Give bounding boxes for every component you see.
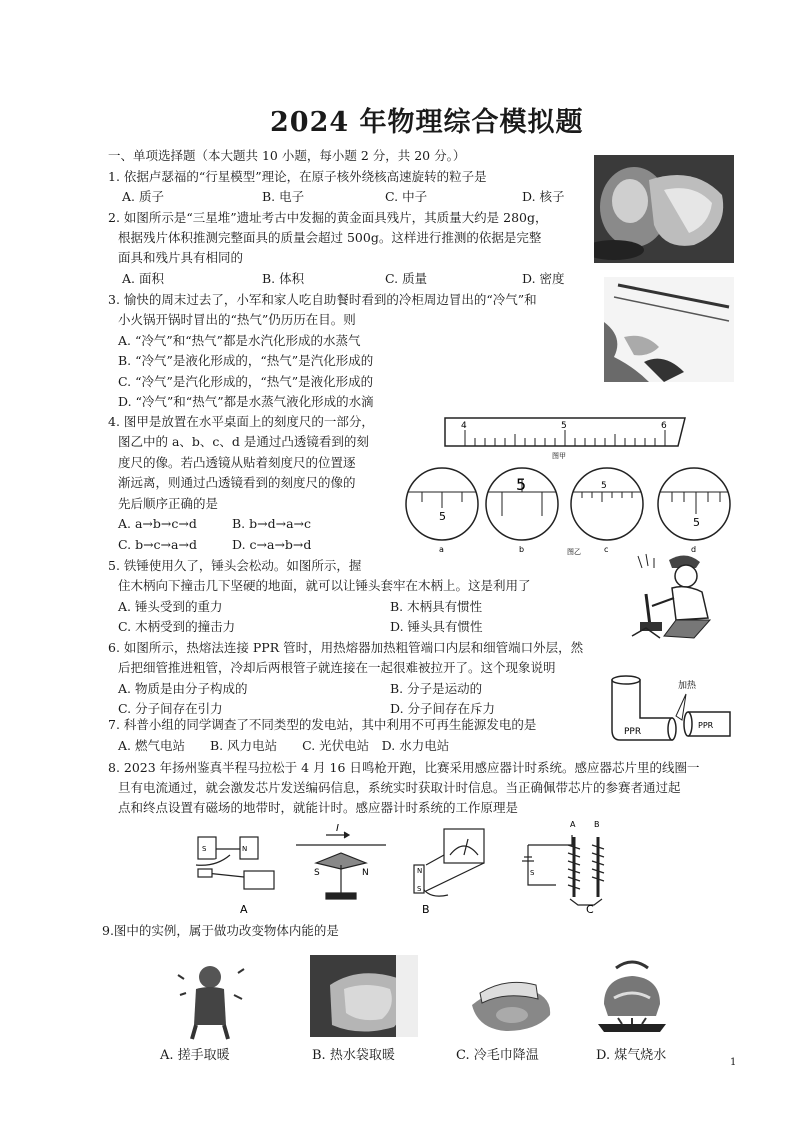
q3-option-d: D. “冷气”和“热气”都是水蒸气液化形成的水滴 <box>118 394 374 409</box>
q2-option-d: D. 密度 <box>522 271 565 286</box>
cold-air-photo <box>604 277 734 382</box>
q2-line3: 面具和残片具有相同的 <box>118 250 244 265</box>
q4-option-a: A. a→b→c→d <box>118 516 197 531</box>
q6-option-a: A. 物质是由分子构成的 <box>118 681 248 696</box>
fig-a-n: N <box>242 845 248 853</box>
q3-line1: 3. 愉快的周末过去了，小军和家人吃自助餐时看到的冷柜周边冒出的“冷气”和 <box>108 292 537 307</box>
fig-ppr-label-1: PPR <box>624 727 642 737</box>
q5-line1: 5. 铁锤使用久了，锤头会松动。如图所示，握 <box>108 558 362 573</box>
q2-option-c: C. 质量 <box>385 271 428 286</box>
q2-option-b: B. 体积 <box>262 271 305 286</box>
ppr-pipes-figure <box>606 672 736 748</box>
q3-option-b: B. “冷气”是液化形成的，“热气”是汽化形成的 <box>118 353 374 368</box>
q6-option-c: C. 分子间存在引力 <box>118 701 223 716</box>
q4-option-c: C. b→c→a→d <box>118 537 197 552</box>
q8-line2: 旦有电流通过，就会激发芯片发送编码信息，系统实时获取计时信息。当正确佩带芯片的参赛者通过起 <box>118 780 681 795</box>
mag-digit-d: 5 <box>693 516 700 529</box>
q4-line4: 渐远离，则通过凸透镜看到的刻度尺的像的 <box>118 475 356 490</box>
q6-line2: 后把细管推进粗管，冷却后两根管子就连接在一起很难被拉开了。这个现象说明 <box>118 660 556 675</box>
fig-c-pole-a: A <box>570 820 576 829</box>
fig-c-s: S <box>530 869 535 877</box>
q4-option-b: B. b→d→a→c <box>232 516 312 531</box>
fig-yi-label: 图乙 <box>567 548 581 556</box>
q5-option-b: B. 木柄具有惯性 <box>390 599 483 614</box>
hot-water-bag-figure <box>310 955 418 1037</box>
circle-label-d: d <box>691 545 697 554</box>
section-heading: 一、单项选择题（本大题共 10 小题，每小题 2 分，共 20 分。） <box>108 148 466 163</box>
q4-line2: 图乙中的 a、b、c、d 是通过凸透镜看到的刻 <box>118 434 369 449</box>
ruler-tick-4: 4 <box>461 421 467 431</box>
q6-option-b: B. 分子是运动的 <box>390 681 483 696</box>
q1-stem: 1. 依据卢瑟福的“行星模型”理论，在原子核外绕核高速旋转的粒子是 <box>108 169 487 184</box>
page-title: 2024 年物理综合模拟题 <box>270 107 584 138</box>
q4-line1: 4. 图甲是放置在水平桌面上的刻度尺的一部分， <box>108 414 374 429</box>
mag-digit-c: 5 <box>601 481 607 491</box>
hammer-person-figure <box>624 548 729 643</box>
lens-images-figure <box>402 462 732 557</box>
ruler-tick-5: 5 <box>561 421 567 431</box>
circle-label-a: a <box>439 545 444 554</box>
q1-option-a: A. 质子 <box>122 189 164 204</box>
q5-option-a: A. 锤头受到的重力 <box>118 599 223 614</box>
q4-line5: 先后顺序正确的是 <box>118 496 219 511</box>
fig-galv-s: S <box>417 885 422 893</box>
q7-options: A. 燃气电站 B. 风力电站 C. 光伏电站 D. 水力电站 <box>118 738 450 753</box>
fig-a-s: S <box>202 845 207 853</box>
q2-line1: 2. 如图所示是“三星堆”遗址考古中发掘的黄金面具残片，其质量大约是 280g， <box>108 210 548 225</box>
q9-stem: 9.图中的实例，属于做功改变物体内能的是 <box>102 923 339 938</box>
fig-label-c: C <box>586 903 594 916</box>
q5-line2: 住木柄向下撞击几下坚硬的地面，就可以让锤头套牢在木柄上。这是利用了 <box>118 578 531 593</box>
q5-option-d: D. 锤头具有惯性 <box>390 619 483 634</box>
q3-line2: 小火锅开锅时冒出的“热气”仍历历在目。则 <box>118 312 356 327</box>
fig-compass-n: N <box>362 868 369 878</box>
q4-option-d: D. c→a→b→d <box>232 537 312 552</box>
fig-label-b: B <box>422 903 430 916</box>
rub-hands-figure <box>170 955 252 1040</box>
q2-line2: 根据残片体积推测完整面具的质量会超过 500g。这样进行推测的依据是完整 <box>118 230 542 245</box>
ruler-figure <box>440 410 690 460</box>
ruler-tick-6: 6 <box>661 421 667 431</box>
q9-caption-d: D. 煤气烧水 <box>596 1048 667 1063</box>
q7-stem: 7. 科普小组的同学调查了不同类型的发电站，其中利用不可再生能源发电的是 <box>108 717 537 732</box>
q9-caption-b: B. 热水袋取暖 <box>312 1048 395 1063</box>
q8-line1: 8. 2023 年扬州鉴真半程马拉松于 4 月 16 日鸣枪开跑，比赛采用感应器计时系统。感应器芯片里的线圈一 <box>108 760 700 775</box>
q6-line1: 6. 如图所示，热熔法连接 PPR 管时，用热熔器加热粗管端口内层和细管端口外层，然 <box>108 640 584 655</box>
q4-line3: 度尺的像。若凸透镜从贴着刻度尺的位置逐 <box>118 455 356 470</box>
fig-compass-s: S <box>314 868 320 878</box>
fig-jia-label: 图甲 <box>552 452 566 460</box>
circle-label-b: b <box>519 545 525 554</box>
mag-digit-a: 5 <box>439 510 446 523</box>
q6-option-d: D. 分子间存在斥力 <box>390 701 496 716</box>
gas-kettle-figure <box>594 958 670 1040</box>
gold-mask-photo <box>594 155 734 263</box>
q9-caption-a: A. 搓手取暖 <box>160 1048 230 1063</box>
q9-caption-c: C. 冷毛巾降温 <box>456 1048 539 1063</box>
q8-figures <box>186 815 616 921</box>
q3-option-c: C. “冷气”是汽化形成的，“热气”是液化形成的 <box>118 374 374 389</box>
q3-option-a: A. “冷气”和“热气”都是水汽化形成的水蒸气 <box>118 333 361 348</box>
fig-c-pole-b: B <box>594 820 600 829</box>
fig-current-i: I <box>336 823 339 834</box>
fig-label-a: A <box>240 903 248 916</box>
q8-line3: 点和终点设置有磁场的地带时，就能计时。感应器计时系统的工作原理是 <box>118 800 519 815</box>
q1-option-c: C. 中子 <box>385 189 428 204</box>
fig-ppr-label-2: PPR <box>698 721 714 730</box>
fig-galv-n: N <box>417 867 423 875</box>
cold-towel-figure <box>466 965 556 1037</box>
circle-label-c: c <box>604 545 609 554</box>
q1-option-d: D. 核子 <box>522 189 565 204</box>
q5-option-c: C. 木柄受到的撞击力 <box>118 619 236 634</box>
fig-heat-label: 加热 <box>678 681 697 691</box>
page-number: 1 <box>730 1057 737 1068</box>
q1-option-b: B. 电子 <box>262 189 305 204</box>
q2-option-a: A. 面积 <box>122 271 164 286</box>
mag-digit-b: 5 <box>516 475 527 494</box>
